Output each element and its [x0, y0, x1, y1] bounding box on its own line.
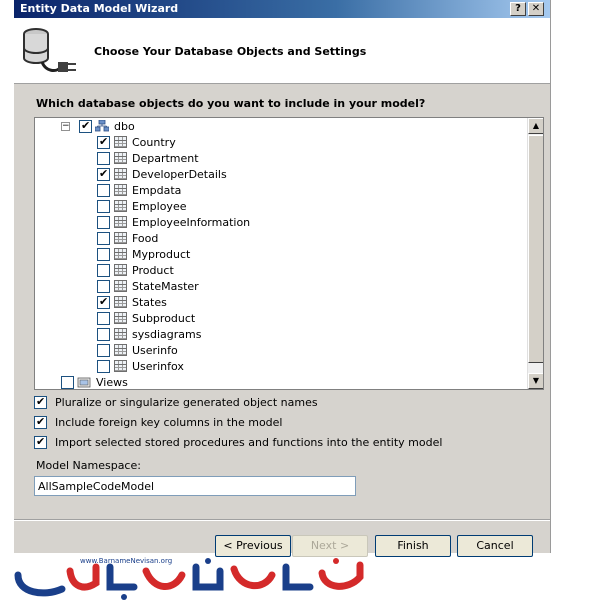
tree-node-table[interactable]	[97, 166, 227, 182]
table-checkbox[interactable]	[97, 200, 110, 213]
tree-node-table[interactable]	[97, 262, 174, 278]
tree-node-table[interactable]	[97, 358, 184, 374]
table-label: Employee	[132, 199, 187, 213]
foreign-keys-label: Include foreign key columns in the model	[55, 416, 283, 429]
watermark-url: www.BarnameNevisan.org	[80, 557, 173, 565]
tree-node-table[interactable]	[97, 294, 167, 310]
next-button[interactable]: Next >	[292, 535, 368, 557]
views-checkbox[interactable]	[61, 376, 74, 389]
table-label: Subproduct	[132, 311, 196, 325]
table-label: Food	[132, 231, 159, 245]
table-label: Myproduct	[132, 247, 191, 261]
table-label: Userinfox	[132, 359, 184, 373]
table-icon	[114, 168, 127, 180]
table-checkbox[interactable]	[97, 168, 110, 181]
option-foreign-keys[interactable]	[34, 416, 283, 429]
tree-node-table[interactable]	[97, 342, 178, 358]
entity-data-model-wizard-dialog	[14, 0, 551, 553]
model-namespace-label: Model Namespace:	[36, 459, 141, 472]
tree-node-table[interactable]	[97, 182, 181, 198]
table-icon	[114, 184, 127, 196]
tree-node-dbo[interactable]	[61, 118, 135, 134]
table-label: States	[132, 295, 167, 309]
table-icon	[114, 360, 127, 372]
tree-vertical-scrollbar[interactable]	[527, 118, 543, 389]
table-checkbox[interactable]	[97, 136, 110, 149]
table-checkbox[interactable]	[97, 328, 110, 341]
page-title: Choose Your Database Objects and Settings	[94, 45, 367, 58]
table-checkbox[interactable]	[97, 264, 110, 277]
model-namespace-input[interactable]	[34, 476, 356, 496]
barnamenevisan-logo-icon	[14, 553, 374, 603]
table-checkbox[interactable]	[97, 296, 110, 309]
pluralize-checkbox[interactable]	[34, 396, 47, 409]
dbo-checkbox[interactable]	[79, 120, 92, 133]
table-label: Country	[132, 135, 176, 149]
database-connection-icon	[20, 26, 80, 78]
table-checkbox[interactable]	[97, 152, 110, 165]
option-import-procedures[interactable]	[34, 436, 442, 449]
table-icon	[114, 200, 127, 212]
title-bar[interactable]	[14, 0, 550, 18]
table-label: sysdiagrams	[132, 327, 202, 341]
table-checkbox[interactable]	[97, 312, 110, 325]
table-icon	[114, 344, 127, 356]
pluralize-label: Pluralize or singularize generated object names	[55, 396, 318, 409]
table-icon	[114, 280, 127, 292]
tree-node-table[interactable]	[97, 326, 201, 342]
table-checkbox[interactable]	[97, 184, 110, 197]
table-icon	[114, 216, 127, 228]
close-button[interactable]: ✕	[528, 2, 544, 16]
table-label: DeveloperDetails	[132, 167, 227, 181]
previous-button[interactable]: < Previous	[215, 535, 291, 557]
table-checkbox[interactable]	[97, 280, 110, 293]
database-objects-tree[interactable]	[34, 117, 544, 390]
help-button[interactable]: ?	[510, 2, 526, 16]
table-label: Userinfo	[132, 343, 178, 357]
foreign-keys-checkbox[interactable]	[34, 416, 47, 429]
tree-node-table[interactable]	[97, 246, 190, 262]
schema-icon	[95, 120, 109, 132]
watermark-logo	[14, 553, 374, 603]
table-checkbox[interactable]	[97, 232, 110, 245]
wizard-header	[14, 18, 550, 84]
window-title: Entity Data Model Wizard	[20, 2, 179, 15]
table-icon	[114, 312, 127, 324]
tree-label-views: Views	[96, 375, 128, 389]
option-pluralize[interactable]	[34, 396, 318, 409]
import-procedures-label: Import selected stored procedures and functions into the entity model	[55, 436, 443, 449]
table-checkbox[interactable]	[97, 344, 110, 357]
table-icon	[114, 232, 127, 244]
import-procedures-checkbox[interactable]	[34, 436, 47, 449]
table-icon	[114, 136, 127, 148]
table-icon	[114, 296, 127, 308]
table-icon	[114, 152, 127, 164]
tree-node-table[interactable]	[97, 278, 199, 294]
tree-node-table[interactable]	[97, 214, 250, 230]
table-checkbox[interactable]	[97, 216, 110, 229]
footer-divider	[14, 519, 550, 521]
table-label: Empdata	[132, 183, 182, 197]
table-checkbox[interactable]	[97, 248, 110, 261]
table-label: StateMaster	[132, 279, 199, 293]
scroll-up-arrow-icon[interactable]: ▲	[528, 118, 544, 134]
objects-prompt: Which database objects do you want to include in your model?	[36, 97, 426, 110]
scroll-down-arrow-icon[interactable]: ▼	[528, 373, 544, 389]
tree-node-views[interactable]	[61, 374, 128, 390]
tree-node-table[interactable]	[97, 150, 199, 166]
tree-node-table[interactable]	[97, 198, 186, 214]
cancel-button[interactable]: Cancel	[457, 535, 533, 557]
table-icon	[114, 264, 127, 276]
tree-node-table[interactable]	[97, 310, 195, 326]
tree-node-table[interactable]	[97, 230, 158, 246]
table-icon	[114, 328, 127, 340]
table-label: Department	[132, 151, 199, 165]
table-label: EmployeeInformation	[132, 215, 251, 229]
tree-node-table[interactable]	[97, 134, 176, 150]
collapse-toggle[interactable]: −	[62, 120, 70, 131]
scroll-thumb[interactable]	[528, 135, 544, 363]
finish-button[interactable]: Finish	[375, 535, 451, 557]
table-icon	[114, 248, 127, 260]
table-checkbox[interactable]	[97, 360, 110, 373]
tree-label-dbo: dbo	[114, 119, 135, 133]
table-label: Product	[132, 263, 174, 277]
views-folder-icon	[77, 376, 91, 388]
